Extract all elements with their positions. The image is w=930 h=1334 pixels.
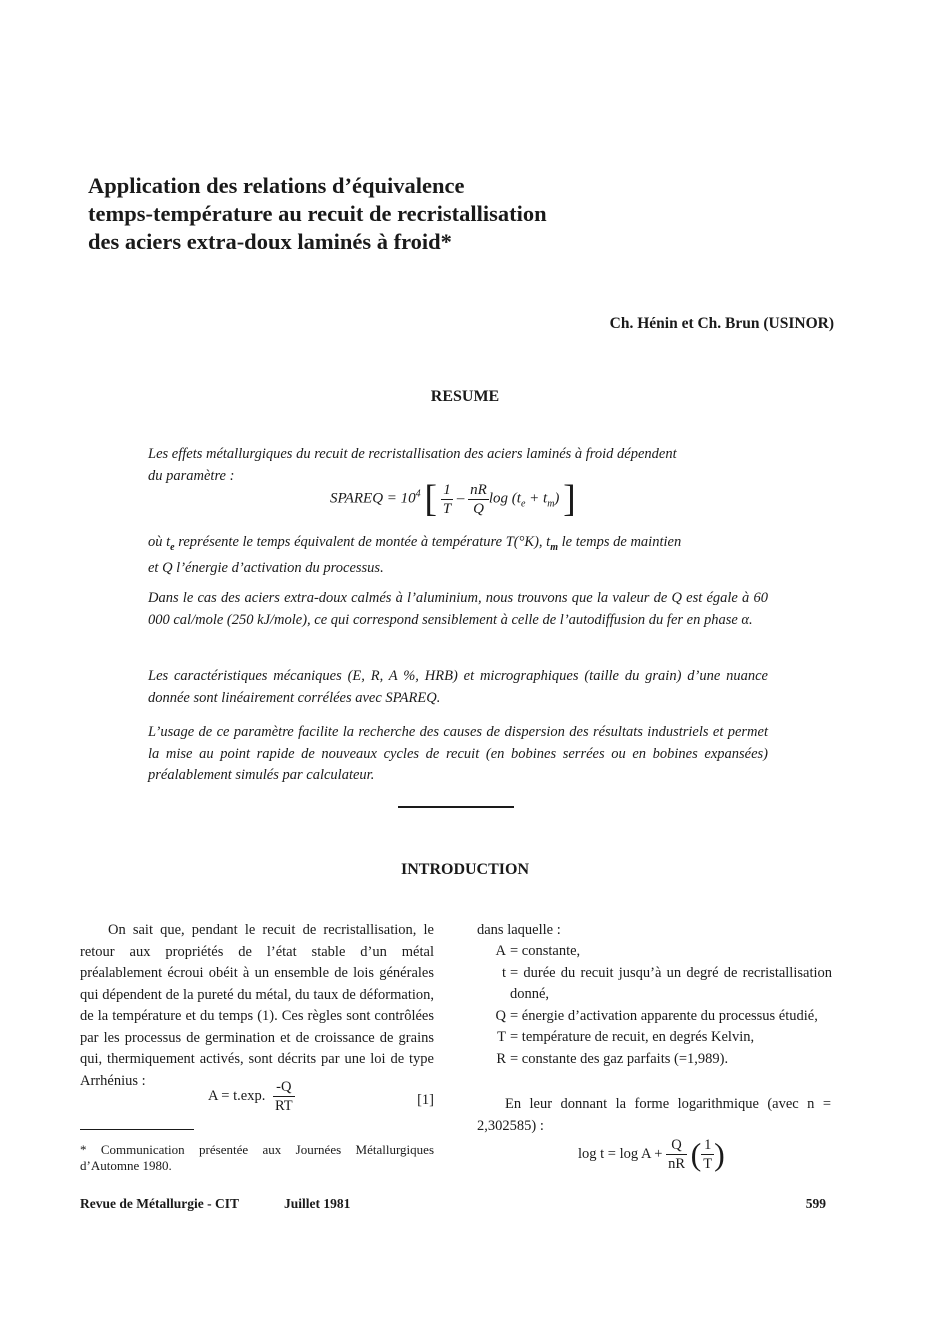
- eq1-lhs: A = t.exp.: [208, 1087, 266, 1104]
- resume-paragraph-3: Dans le cas des aciers extra-doux calmés à l’aluminium, nous trouvons que la valeur de Q est égale à 60 000 cal/mole (250 kJ/mole), ce qui correspond sensiblement à celle de l’autodiffusion du fer en phase α.: [148, 590, 768, 628]
- intro-right-intro: dans laquelle :: [477, 922, 561, 938]
- eq1-fraction: [273, 1078, 295, 1115]
- definition-symbol: T: [497, 1029, 506, 1045]
- equation-1: [208, 1078, 438, 1126]
- formula-log: log (t: [488, 490, 521, 507]
- formula-exponent: 4: [415, 488, 421, 500]
- formula-open-bracket: [: [424, 478, 438, 520]
- formula-fraction-2: [468, 481, 489, 518]
- definitions-list: [466, 941, 832, 1070]
- eq1-num: -Q: [273, 1078, 295, 1097]
- definition-row: [466, 941, 832, 963]
- eq2-inner-den: T: [703, 1156, 713, 1172]
- eq2-inner-fraction: [701, 1136, 714, 1173]
- eq1-label: [1]: [417, 1092, 434, 1108]
- definition-row: [466, 1027, 832, 1049]
- footer-page-number: 599: [805, 1196, 826, 1211]
- formula-minus: –: [456, 490, 465, 507]
- introduction-heading: INTRODUCTION: [400, 861, 529, 878]
- eq2-lhs: log t = log A +: [578, 1145, 663, 1162]
- formula-lhs: SPAREQ = 10: [330, 490, 416, 507]
- formula-fraction-1: [441, 481, 453, 518]
- intro-left-paragraph: On sait que, pendant le recuit de recristallisation, le retour aux propriétés de l’état stable d’un métal préalablement écroui obéit à un ensemble de lois générales qui dépendent de la pureté du métal, du taux de déformation, de la température et du temps (1). Ces règles sont contrôlées par les processus de germination et de croissance de grains qui, thermiquement activés, sont décrits par une loi de type Arrhénius :: [80, 922, 434, 1089]
- definition-symbol: t: [501, 964, 506, 981]
- eq1-den: RT: [274, 1098, 293, 1114]
- equation-2: [578, 1136, 838, 1184]
- formula-close-paren: ): [554, 490, 560, 507]
- definition-symbol: A: [495, 943, 506, 959]
- definition-symbol: Q: [495, 1007, 506, 1024]
- eq2-num: Q: [666, 1136, 687, 1155]
- footer-date: Juillet 1981: [284, 1196, 351, 1211]
- formula-f1-den: T: [442, 500, 452, 517]
- intro-right-paragraph-2: En leur donnant la forme logarithmique (avec n = 2,302585) :: [477, 1096, 831, 1134]
- formula-f2-num: nR: [470, 481, 487, 498]
- title-line-1: Application des relations d’équivalence: [88, 173, 465, 198]
- definition-row: [466, 1049, 832, 1071]
- resume-p1-line-a: Les effets métallurgiques du recuit de recristallisation des aciers laminés à froid dépendent: [148, 446, 677, 462]
- definition-row: [466, 1006, 832, 1028]
- formula-f2-den: Q: [473, 500, 484, 517]
- resume-p2-line-1: où $t_e$ représente le temps équivalent de montée à température T(°K), $t_m$ le temps de maintien: [148, 534, 682, 553]
- formula-sub-m: m: [547, 498, 555, 510]
- formula-plus: + t: [525, 490, 548, 507]
- footer-journal: Revue de Métallurgie - CIT: [80, 1196, 239, 1211]
- eq2-fraction: [666, 1136, 687, 1173]
- definition-text: = énergie d’activation apparente du processus étudié,: [510, 1007, 818, 1024]
- definition-text: = constante,: [510, 943, 581, 959]
- title-line-2: temps-température au recuit de recristallisation: [88, 201, 547, 226]
- formula-close-bracket: ]: [563, 478, 576, 520]
- footnote-rule: [80, 1129, 194, 1130]
- resume-p1-line-b: du paramètre :: [148, 467, 235, 484]
- formula-f1-num: 1: [441, 481, 453, 500]
- resume-paragraph-2: [148, 532, 768, 580]
- resume-paragraph-4: Les caractéristiques mécaniques (E, R, A %, HRB) et micrographiques (taille du grain) d’une nuance donnée sont linéairement corrélées avec SPAREQ.: [148, 668, 768, 706]
- resume-p2-line-2: et Q l’énergie d’activation du processus.: [148, 560, 384, 577]
- eq2-open-paren: (: [690, 1135, 702, 1172]
- resume-heading: RESUME: [430, 388, 500, 405]
- eq2-close-paren: ): [714, 1135, 725, 1172]
- eq2-inner-num: 1: [701, 1136, 714, 1155]
- article-title: [88, 172, 708, 256]
- spareq-formula: [330, 480, 630, 528]
- title-line-3: des aciers extra-doux laminés à froid*: [88, 229, 452, 254]
- definition-text: = constante des gaz parfaits (=1,989).: [510, 1050, 729, 1067]
- definition-symbol: R: [496, 1050, 506, 1067]
- definition-text: = température de recuit, en degrés Kelvin,: [510, 1029, 755, 1045]
- definition-text: = durée du recuit jusqu’à un degré de recristallisation donné,: [510, 964, 832, 1002]
- definition-row: [466, 963, 832, 1006]
- authors: Ch. Hénin et Ch. Brun (USINOR): [609, 315, 834, 332]
- resume-paragraph-5: L’usage de ce paramètre facilite la recherche des causes de dispersion des résultats industriels et permet la mise au point rapide de nouveaux cycles de recuit (en bobines serrées ou en bobines expansées) préalablement simulés par calculateur.: [148, 724, 768, 783]
- formula-sub-e: e: [520, 498, 526, 510]
- section-divider: [398, 806, 514, 808]
- eq2-den: nR: [668, 1156, 685, 1172]
- footnote: * Communication présentée aux Journées Métallurgiques d’Automne 1980.: [80, 1142, 434, 1173]
